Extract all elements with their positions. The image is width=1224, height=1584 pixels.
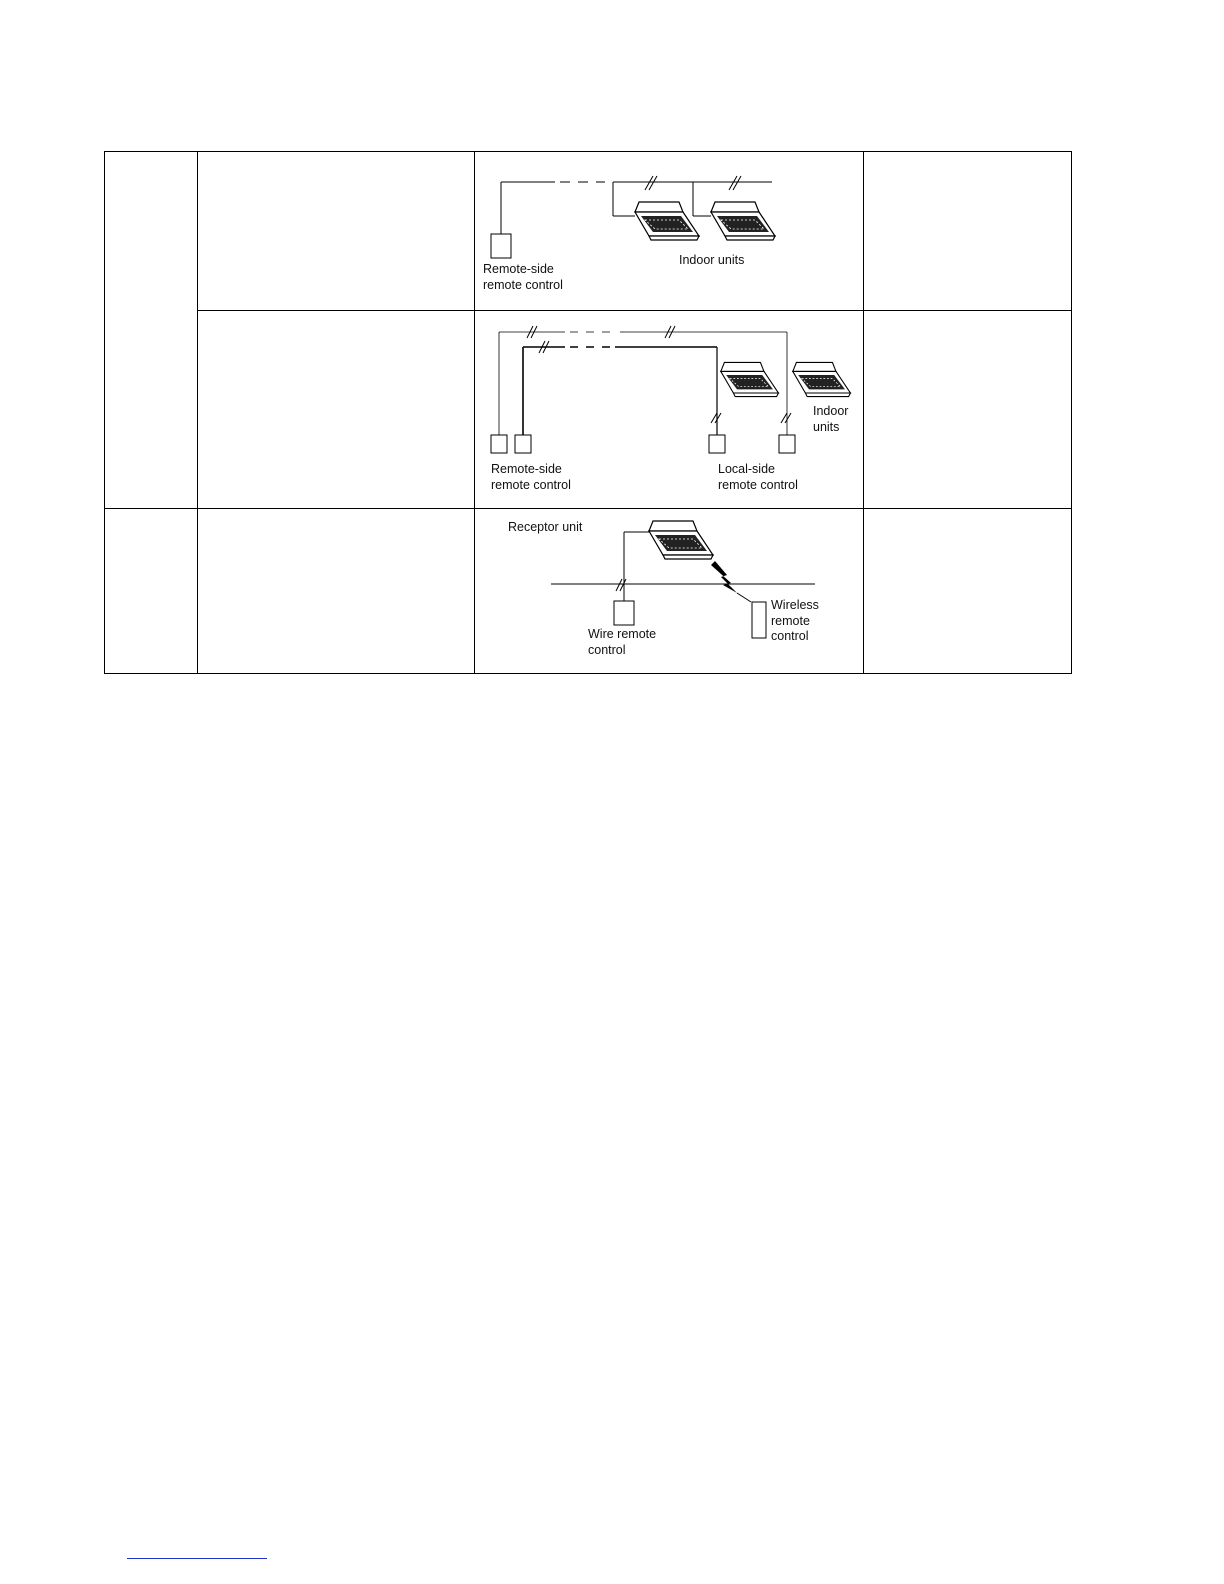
table-row — [105, 311, 1072, 509]
remote-control-box-icon — [491, 234, 511, 258]
cable-break-mark-icon — [711, 413, 721, 423]
table-cell-diagram — [475, 152, 864, 311]
table-row — [105, 509, 1072, 674]
receptor-unit-label: Receptor unit — [508, 520, 583, 534]
indoor-units-label: Indoor units — [679, 253, 745, 267]
cassette-indoor-unit-icon — [793, 362, 851, 396]
table-cell-description — [198, 311, 475, 509]
cable-break-mark-icon — [645, 176, 657, 190]
table-row — [105, 152, 1072, 311]
table-cell-group-label — [105, 152, 198, 509]
table-cell-description — [198, 152, 475, 311]
table-cell-notes — [864, 152, 1072, 311]
wireless-signal-icon — [711, 561, 737, 593]
footnote-separator — [127, 1558, 267, 1559]
wireless-remote-label-line2: remote — [771, 614, 810, 628]
remote-side-label-line2: remote control — [491, 478, 571, 492]
cassette-indoor-unit-icon — [635, 202, 699, 240]
table-cell-diagram — [475, 311, 864, 509]
cable-break-mark-icon — [781, 413, 791, 423]
wireless-remote-label-line3: control — [771, 629, 809, 643]
table-cell-group-label — [105, 509, 198, 674]
remote-side-label: Remote-side — [483, 262, 554, 276]
indoor-units-label: Indoor — [813, 404, 849, 418]
cassette-indoor-unit-icon — [721, 362, 779, 396]
wireless-remote-label: Wireless — [771, 598, 819, 612]
remote-control-box-icon — [491, 435, 507, 453]
cable-break-mark-icon — [729, 176, 741, 190]
remote-control-box-icon — [779, 435, 795, 453]
wire-remote-label-line2: control — [588, 643, 626, 657]
table-cell-notes — [864, 311, 1072, 509]
wire-remote-label: Wire remote — [588, 627, 657, 641]
table-cell-description — [198, 509, 475, 674]
local-side-label: Local-side — [718, 462, 775, 476]
system-configuration-table — [104, 151, 1072, 674]
cassette-indoor-unit-icon — [649, 521, 713, 559]
remote-side-label: Remote-side — [491, 462, 562, 476]
wireless-remote-icon — [752, 602, 766, 638]
two-remote-control-diagram — [475, 311, 864, 509]
remote-control-box-icon — [515, 435, 531, 453]
remote-side-label-line2: remote control — [483, 278, 563, 292]
indoor-units-label-line2: units — [813, 420, 840, 434]
group-control-diagram — [475, 152, 864, 311]
cassette-indoor-unit-icon — [711, 202, 775, 240]
local-side-label-line2: remote control — [718, 478, 798, 492]
table-cell-diagram — [475, 509, 864, 674]
table-cell-notes — [864, 509, 1072, 674]
remote-control-box-icon — [709, 435, 725, 453]
remote-control-box-icon — [614, 601, 634, 625]
wire-and-wireless-diagram — [475, 509, 864, 674]
